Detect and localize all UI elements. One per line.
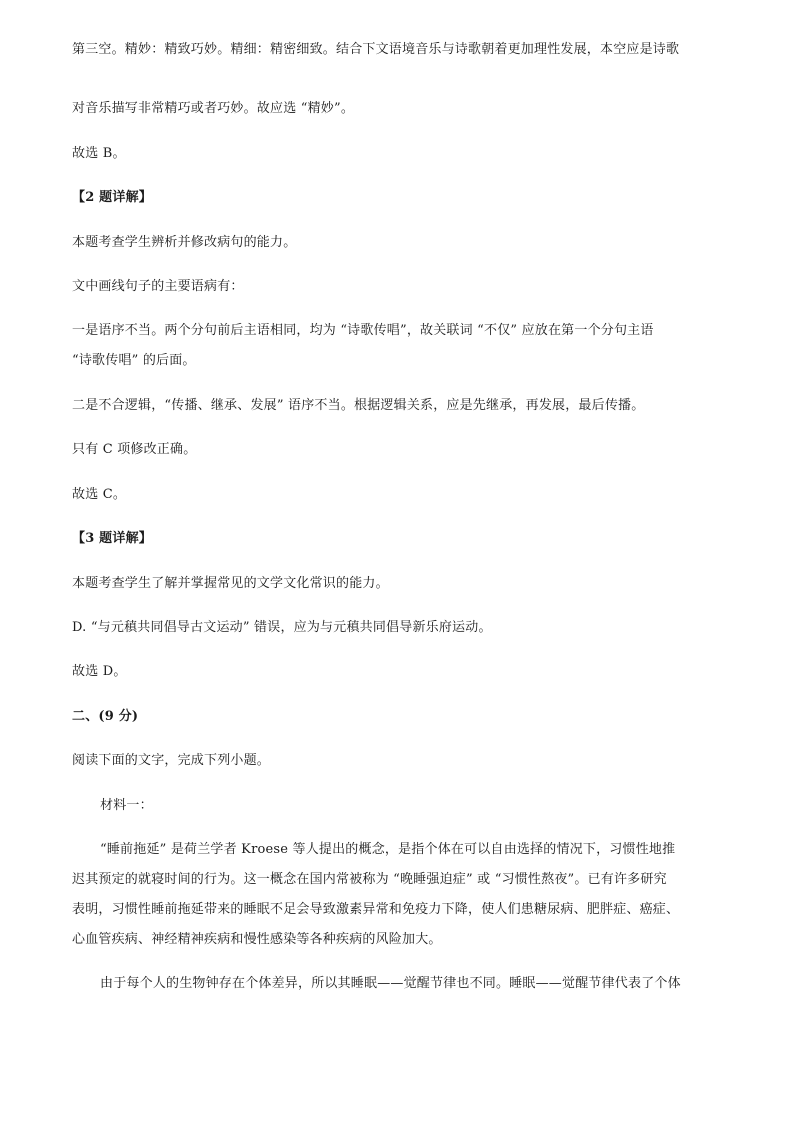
paragraph-line: D. “与元稹共同倡导古文运动” 错误，应为与元稹共同倡导新乐府运动。 <box>72 620 492 635</box>
paragraph-line: 一是语序不当。两个分句前后主语相同，均为 “诗歌传唱”，故关联词 “不仅” 应放在第一个分句主语 <box>72 323 654 338</box>
paragraph-line: 迟其预定的就寝时间的行为。这一概念在国内常被称为 “晚睡强迫症” 或 “习惯性熬夜”。已有许多研究 <box>72 872 667 887</box>
paragraph-line: 第三空。精妙：精致巧妙。精细：精密细致。结合下文语境音乐与诗歌朝着更加理性发展，本空应是诗歌 <box>72 42 680 57</box>
paragraph-line: “睡前拖延” 是荷兰学者 Kroese 等人提出的概念，是指个体在可以自由选择的情况下，习惯性地推 <box>100 842 676 857</box>
paragraph-line: 心血管疾病、神经精神疾病和慢性感染等各种疾病的风险加大。 <box>72 932 442 947</box>
paragraph-line: 故选 D。 <box>72 664 127 679</box>
paragraph-line: 本题考查学生辨析并修改病句的能力。 <box>72 235 297 250</box>
paragraph-line: 故选 C。 <box>72 487 127 502</box>
paragraph-line: 表明，习惯性睡前拖延带来的睡眠不足会导致激素异常和免疫力下降，使人们患糖尿病、肥胖症、癌症、 <box>72 902 680 917</box>
paragraph-line: 对音乐描写非常精巧或者巧妙。故应选 “精妙”。 <box>72 101 355 116</box>
paragraph-line: 本题考查学生了解并掌握常见的文学文化常识的能力。 <box>72 576 389 591</box>
section-heading: 【2 题详解】 <box>72 190 152 205</box>
paragraph-line: 只有 C 项修改正确。 <box>72 442 197 457</box>
paragraph-line: 阅读下面的文字，完成下列小题。 <box>72 753 271 768</box>
paragraph-line: 二是不合逻辑，“传播、继承、发展” 语序不当。根据逻辑关系，应是先继承，再发展，最后传播。 <box>72 398 645 413</box>
paragraph-line: 文中画线句子的主要语病有： <box>72 279 244 294</box>
section-heading: 二、(9 分) <box>72 709 139 724</box>
paragraph-line: 故选 B。 <box>72 146 126 161</box>
paragraph-line: 由于每个人的生物钟存在个体差异，所以其睡眠——觉醒节律也不同。睡眠——觉醒节律代表了个体 <box>100 976 681 991</box>
section-heading: 【3 题详解】 <box>72 531 152 546</box>
paragraph-line: “诗歌传唱” 的后面。 <box>72 353 196 368</box>
material-label: 材料一： <box>100 798 153 813</box>
